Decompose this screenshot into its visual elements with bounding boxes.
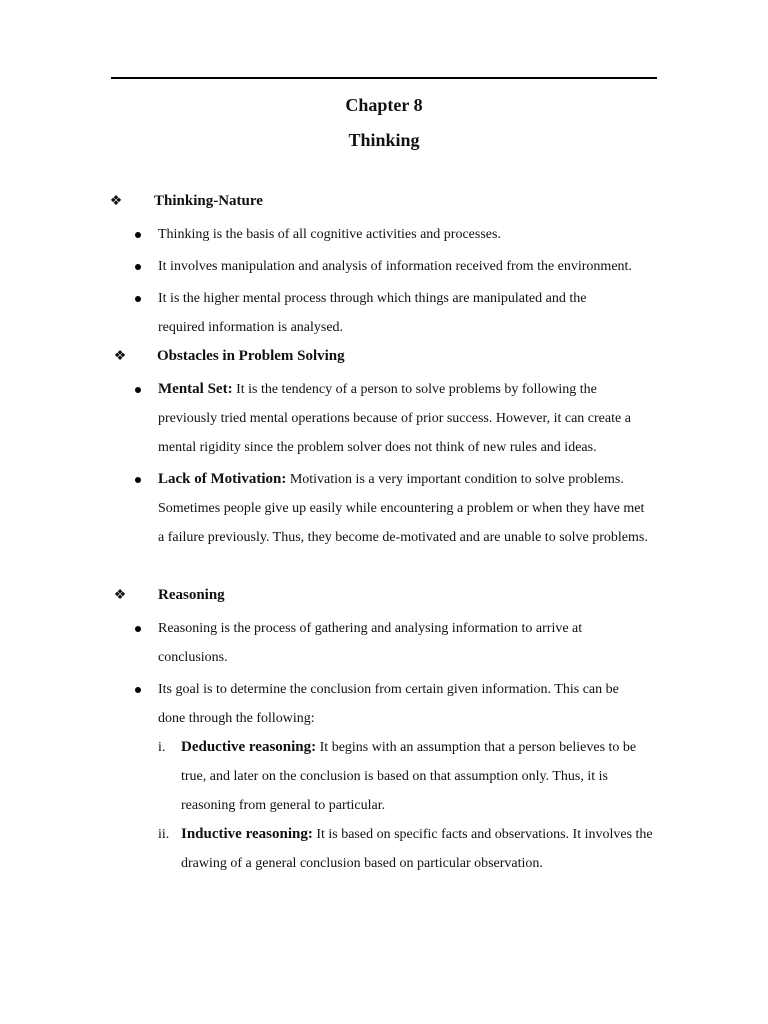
sub-item-term: Inductive reasoning: — [181, 826, 313, 842]
bullet-icon — [135, 232, 141, 238]
bullet-text: Thinking is the basis of all cognitive activities and processes. — [158, 227, 501, 242]
section-heading: Reasoning — [158, 587, 225, 603]
sub-item-body: It is based on specific facts and observations. It involves the drawing of a general conclusion based on particular observation. — [181, 827, 653, 871]
list-marker: ii. — [158, 827, 170, 842]
bullet-body: It is the tendency of a person to solve problems by following the previously tried mental operations because of prior success. However, it can create a mental rigidity since the problem solver does not think of new rules and ideas. — [158, 382, 631, 455]
bullet-term: Mental Set: — [158, 381, 233, 397]
sub-item-body: It begins with an assumption that a person believes to be true, and later on the conclusion is based on that assumption only. Thus, it is reasoning from general to particular. — [181, 740, 637, 813]
chapter-title: Thinking — [348, 130, 420, 150]
bullet-text: It is the higher mental process through which things are manipulated and the required information is analysed. — [158, 291, 587, 335]
bullet-icon — [135, 296, 141, 302]
diamond-bullet-icon: ❖ — [109, 194, 123, 209]
sub-item-text — [181, 733, 656, 820]
bullet-text: Its goal is to determine the conclusion from certain given information. This can be done through the following: — [158, 682, 619, 726]
bullet-text: It involves manipulation and analysis of information received from the environment. — [158, 259, 632, 274]
bullet-text: Reasoning is the process of gathering and analysing information to arrive at conclusions. — [158, 621, 583, 665]
section-heading: Obstacles in Problem Solving — [157, 348, 345, 364]
sub-item-term: Deductive reasoning: — [181, 739, 317, 755]
bullet-term: Lack of Motivation: — [158, 471, 287, 487]
bullet-icon — [135, 264, 141, 270]
bullet-text — [158, 465, 652, 552]
section-heading: Thinking-Nature — [154, 193, 263, 209]
bullet-icon — [135, 387, 141, 393]
diamond-bullet-icon: ❖ — [113, 588, 127, 603]
bullet-icon — [135, 477, 141, 483]
list-marker: i. — [158, 740, 166, 755]
bullet-body: Motivation is a very important condition to solve problems. Sometimes people give up easily while encountering a problem or when they have met a failure previously. Thus, they become de-motivated and are unable to solve problems. — [158, 472, 648, 545]
top-rule — [111, 77, 657, 79]
bullet-text — [158, 375, 654, 462]
bullet-icon — [135, 626, 141, 632]
chapter-number: Chapter 8 — [345, 95, 423, 115]
sub-item-text — [181, 820, 656, 878]
bullet-icon — [135, 687, 141, 693]
diamond-bullet-icon: ❖ — [113, 349, 127, 364]
